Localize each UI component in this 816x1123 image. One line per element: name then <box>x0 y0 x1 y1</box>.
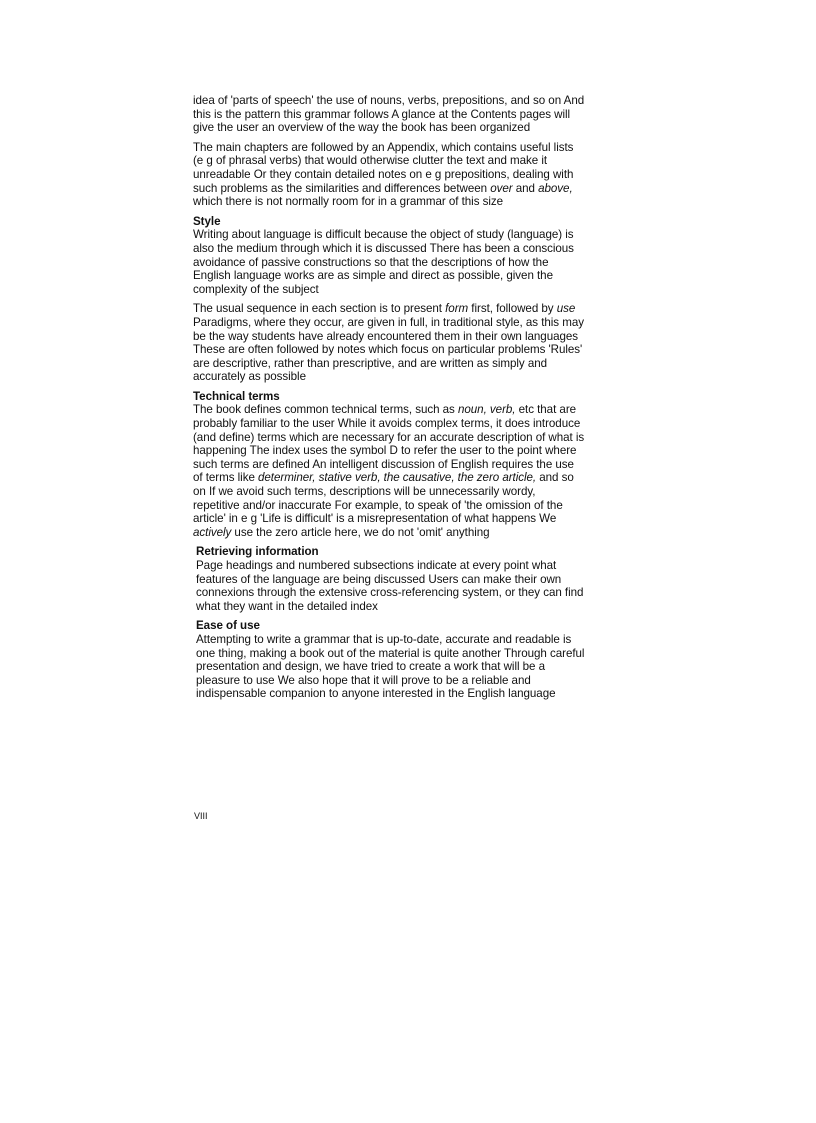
technical-emphasis-noun-verb: noun, verb, <box>457 403 516 417</box>
technical-emphasis-actively: actively <box>193 525 232 539</box>
style-p2-emphasis-use: use <box>556 302 576 316</box>
retrieving-paragraph: Page headings and numbered subsections indicate at every point what features of the language are being discussed Users can make their own connexions through the extensive cross-referencing system, or they can find what they want in the detailed index <box>196 559 584 613</box>
technical-paragraph <box>193 403 585 539</box>
intro-paragraph-2 <box>193 141 585 209</box>
style-paragraph-2 <box>193 302 585 384</box>
intro-p2-text-c: which there is not normally room for in a grammar of this size <box>193 195 504 209</box>
page-number: VIII <box>194 811 208 821</box>
style-p2-text-c: Paradigms, where they occur, are given in full, in traditional style, as this may be the way students have already encountered them in their own languages These are often followed by notes which focus on particular problems 'Rules' are descriptive, rather than prescriptive, and are written as simply and accurately as possible <box>193 315 584 384</box>
section-heading-retrieving-information: Retrieving information <box>196 545 319 559</box>
section-heading-style: Style <box>193 214 221 228</box>
technical-text-a: The book defines common technical terms, such as <box>193 403 458 417</box>
technical-text-c: and so on If we avoid such terms, descriptions will be unnecessarily wordy, repetitive and/or inaccurate For example, to speak of 'the omission of the article' in e g 'Life is difficult' is a misrepresentation of what happens We <box>193 471 574 526</box>
intro-p2-text-a: The main chapters are followed by an Appendix, which contains useful lists (e g of phrasal verbs) that would otherwise clutter the text and make it unreadable Or they contain detailed notes on e g prepositions, dealing with such problems as the similarities and differences between <box>193 140 574 195</box>
page-body <box>193 94 585 707</box>
style-p2-text-a: The usual sequence in each section is to present <box>193 302 446 316</box>
section-heading-technical-terms: Technical terms <box>193 389 280 403</box>
style-paragraph-1: Writing about language is difficult because the object of study (language) is also the medium through which it is discussed There has been a conscious avoidance of passive constructions so that the descriptions of how the English language works are as simple and direct as possible, given the complexity of the subject <box>193 228 574 296</box>
technical-text-d: use the zero article here, we do not 'omit' anything <box>231 525 490 539</box>
intro-p2-text-b: and <box>512 181 539 195</box>
style-p2-text-b: first, followed by <box>468 302 557 316</box>
technical-emphasis-terms: determiner, stative verb, the causative, the zero article, <box>258 471 537 485</box>
intro-p2-emphasis-over: over <box>490 181 513 195</box>
ease-paragraph: Attempting to write a grammar that is up-to-date, accurate and readable is one thing, making a book out of the material is quite another Through careful presentation and design, we have tried to create a work that will be a pleasure to use We also hope that it will prove to be a reliable and indispensable companion to anyone interested in the English language <box>196 632 585 701</box>
technical-text-b: etc that are probably familiar to the user While it avoids complex terms, it does introduce (and define) terms which are necessary for an accurate description of what is happening The index uses the symbol D to refer the user to the point where such terms are defined An intelligent discussion of English requires the use of terms like <box>193 403 585 485</box>
section-heading-ease-of-use: Ease of use <box>196 619 260 633</box>
style-p2-emphasis-form: form <box>445 302 469 316</box>
intro-paragraph-1: idea of 'parts of speech' the use of nouns, verbs, prepositions, and so on And this is the pattern this grammar follows A glance at the Contents pages will give the user an overview of the way the book has been organized <box>193 94 585 135</box>
intro-p2-emphasis-above: above, <box>538 181 573 195</box>
